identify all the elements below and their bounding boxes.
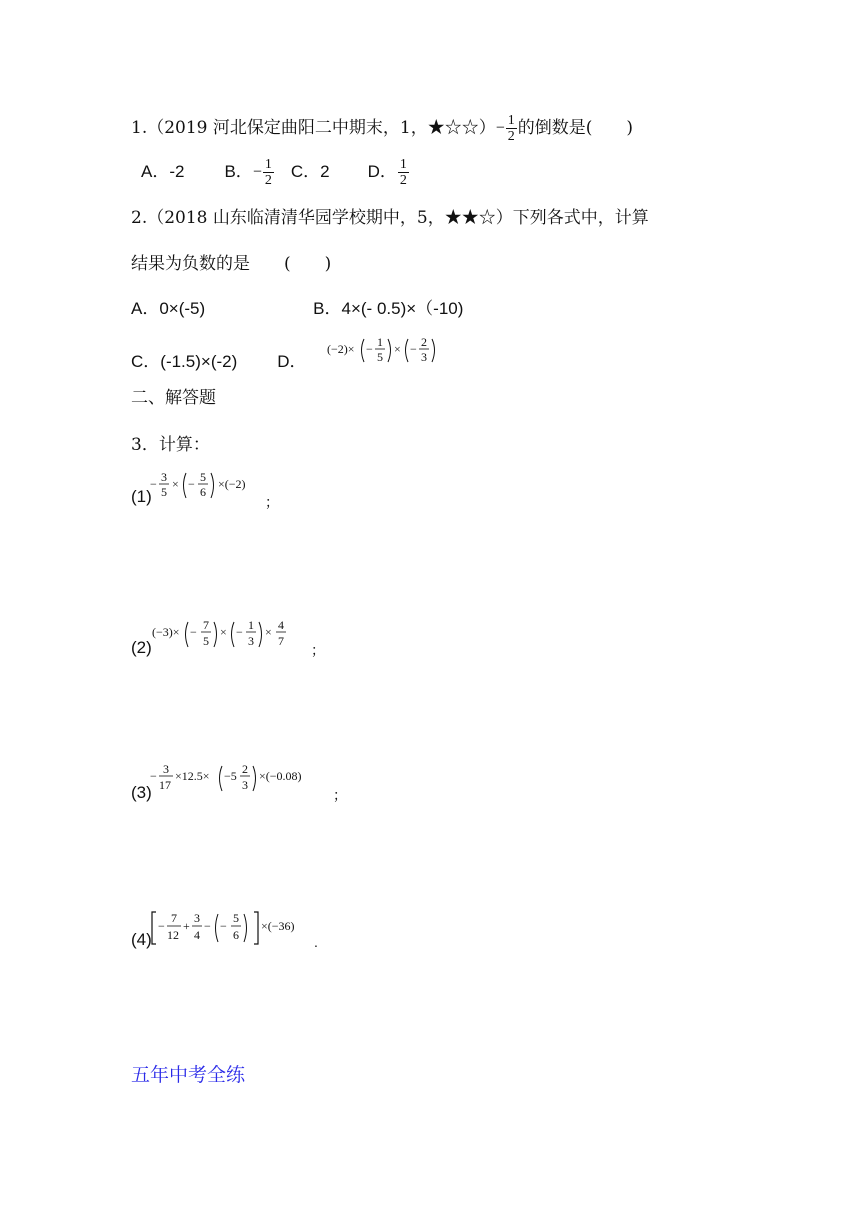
q1-option-c[interactable]: C．2 bbox=[290, 161, 330, 181]
q2-option-b[interactable]: B．4×(- 0.5)×（-10) bbox=[313, 299, 464, 318]
svg-text:5: 5 bbox=[233, 911, 239, 925]
q1-frac-denominator: 2 bbox=[507, 129, 515, 144]
svg-text:1: 1 bbox=[248, 618, 254, 632]
q3-title: 3．计算： bbox=[131, 435, 210, 455]
section-heading: 二、解答题 bbox=[131, 388, 216, 408]
svg-text:4: 4 bbox=[194, 928, 200, 942]
q3-part-4-expression bbox=[150, 904, 320, 954]
svg-text:5: 5 bbox=[161, 485, 167, 499]
q1-option-b-neg: − bbox=[252, 163, 262, 181]
svg-text:6: 6 bbox=[200, 485, 206, 499]
q2-options-row-2 bbox=[131, 350, 307, 374]
q3-part-3-expression bbox=[150, 756, 340, 804]
svg-text:(−3)×: (−3)× bbox=[152, 625, 180, 639]
svg-text:(−2)×: (−2)× bbox=[327, 342, 355, 356]
q3-part-4-label: (4) bbox=[131, 930, 152, 949]
svg-text:17: 17 bbox=[159, 778, 171, 792]
q1-neg-sign: − bbox=[495, 119, 505, 137]
q1-option-b-num: 1 bbox=[264, 157, 272, 172]
svg-text:7: 7 bbox=[203, 618, 209, 632]
svg-text:−: − bbox=[410, 342, 417, 356]
q2-options-row-1 bbox=[131, 297, 463, 321]
svg-text:2: 2 bbox=[242, 762, 248, 776]
q2-option-c[interactable]: C．(-1.5)×(-2) bbox=[131, 352, 238, 371]
svg-text:×: × bbox=[172, 477, 179, 491]
q2-line-2: 结果为负数的是 ( ) bbox=[131, 254, 332, 274]
svg-text:12: 12 bbox=[167, 928, 179, 942]
q3-part-2-expression bbox=[150, 612, 320, 660]
svg-text:−: − bbox=[190, 625, 197, 639]
svg-text:3: 3 bbox=[242, 778, 248, 792]
svg-text:3: 3 bbox=[163, 762, 169, 776]
q1-option-d-fraction bbox=[398, 157, 409, 188]
svg-text:+: + bbox=[183, 919, 190, 933]
q1-suffix: 的倒数是( ) bbox=[517, 117, 633, 138]
q1-option-d-num: 1 bbox=[399, 157, 407, 172]
q3-part-2-label: (2) bbox=[131, 638, 152, 657]
svg-text:×: × bbox=[220, 625, 227, 639]
svg-text:−: − bbox=[204, 919, 211, 933]
svg-text:×12.5×: ×12.5× bbox=[175, 769, 210, 783]
svg-text:−: − bbox=[366, 342, 373, 356]
svg-text:1: 1 bbox=[377, 335, 383, 349]
svg-text:×(−2): ×(−2) bbox=[218, 477, 246, 491]
q1-option-b-fraction bbox=[263, 157, 274, 188]
q1-frac-numerator: 1 bbox=[507, 113, 515, 128]
svg-text:4: 4 bbox=[278, 618, 284, 632]
q3-part-1-expression bbox=[150, 464, 280, 510]
q3-part-2-end: ； bbox=[311, 642, 325, 658]
svg-text:×: × bbox=[394, 342, 401, 356]
q2-option-a[interactable]: A．0×(-5) bbox=[131, 299, 206, 318]
svg-text:5: 5 bbox=[377, 350, 383, 364]
svg-text:3: 3 bbox=[194, 911, 200, 925]
svg-text:5: 5 bbox=[200, 470, 206, 484]
svg-text:−: − bbox=[220, 919, 227, 933]
q1-prefix: 1.（2019 河北保定曲阳二中期末，1，★☆☆） bbox=[131, 117, 496, 138]
q2-option-d-expression bbox=[324, 328, 464, 370]
svg-text:−: − bbox=[236, 625, 243, 639]
q1-option-b-den: 2 bbox=[264, 173, 272, 188]
q1-option-a[interactable]: A．-2 bbox=[141, 161, 185, 181]
q1-option-d-den: 2 bbox=[399, 173, 407, 188]
svg-text:2: 2 bbox=[421, 335, 427, 349]
question-1 bbox=[131, 113, 633, 144]
five-year-exam-heading[interactable]: 五年中考全练 bbox=[131, 1064, 246, 1086]
svg-text:−: − bbox=[188, 477, 195, 491]
q3-part-3-end: ； bbox=[333, 787, 347, 803]
svg-text:×(−36): ×(−36) bbox=[261, 919, 295, 933]
q2-option-d-label[interactable]: D． bbox=[277, 352, 307, 371]
q1-options bbox=[141, 157, 410, 188]
svg-text:×(−0.08): ×(−0.08) bbox=[259, 769, 302, 783]
svg-text:−: − bbox=[150, 477, 157, 491]
svg-text:−5: −5 bbox=[224, 769, 237, 783]
svg-text:7: 7 bbox=[278, 634, 284, 648]
svg-text:3: 3 bbox=[421, 350, 427, 364]
svg-text:−: − bbox=[158, 919, 165, 933]
q3-part-3-label: (3) bbox=[131, 783, 152, 802]
svg-text:3: 3 bbox=[161, 470, 167, 484]
svg-text:7: 7 bbox=[171, 911, 177, 925]
q3-part-1-label: (1) bbox=[131, 487, 152, 506]
svg-text:5: 5 bbox=[203, 634, 209, 648]
q3-part-1-end: ； bbox=[265, 494, 279, 510]
q1-option-d-label[interactable]: D． bbox=[367, 161, 397, 181]
svg-text:6: 6 bbox=[233, 928, 239, 942]
q1-fraction bbox=[506, 113, 517, 144]
q1-option-b-label[interactable]: B． bbox=[224, 161, 253, 181]
svg-text:−: − bbox=[150, 769, 157, 783]
q3-part-4-end: . bbox=[314, 934, 318, 950]
q2-line-1: 2.（2018 山东临清清华园学校期中，5，★★☆）下列各式中，计算 bbox=[131, 208, 649, 228]
svg-text:×: × bbox=[265, 625, 272, 639]
svg-text:3: 3 bbox=[248, 634, 254, 648]
